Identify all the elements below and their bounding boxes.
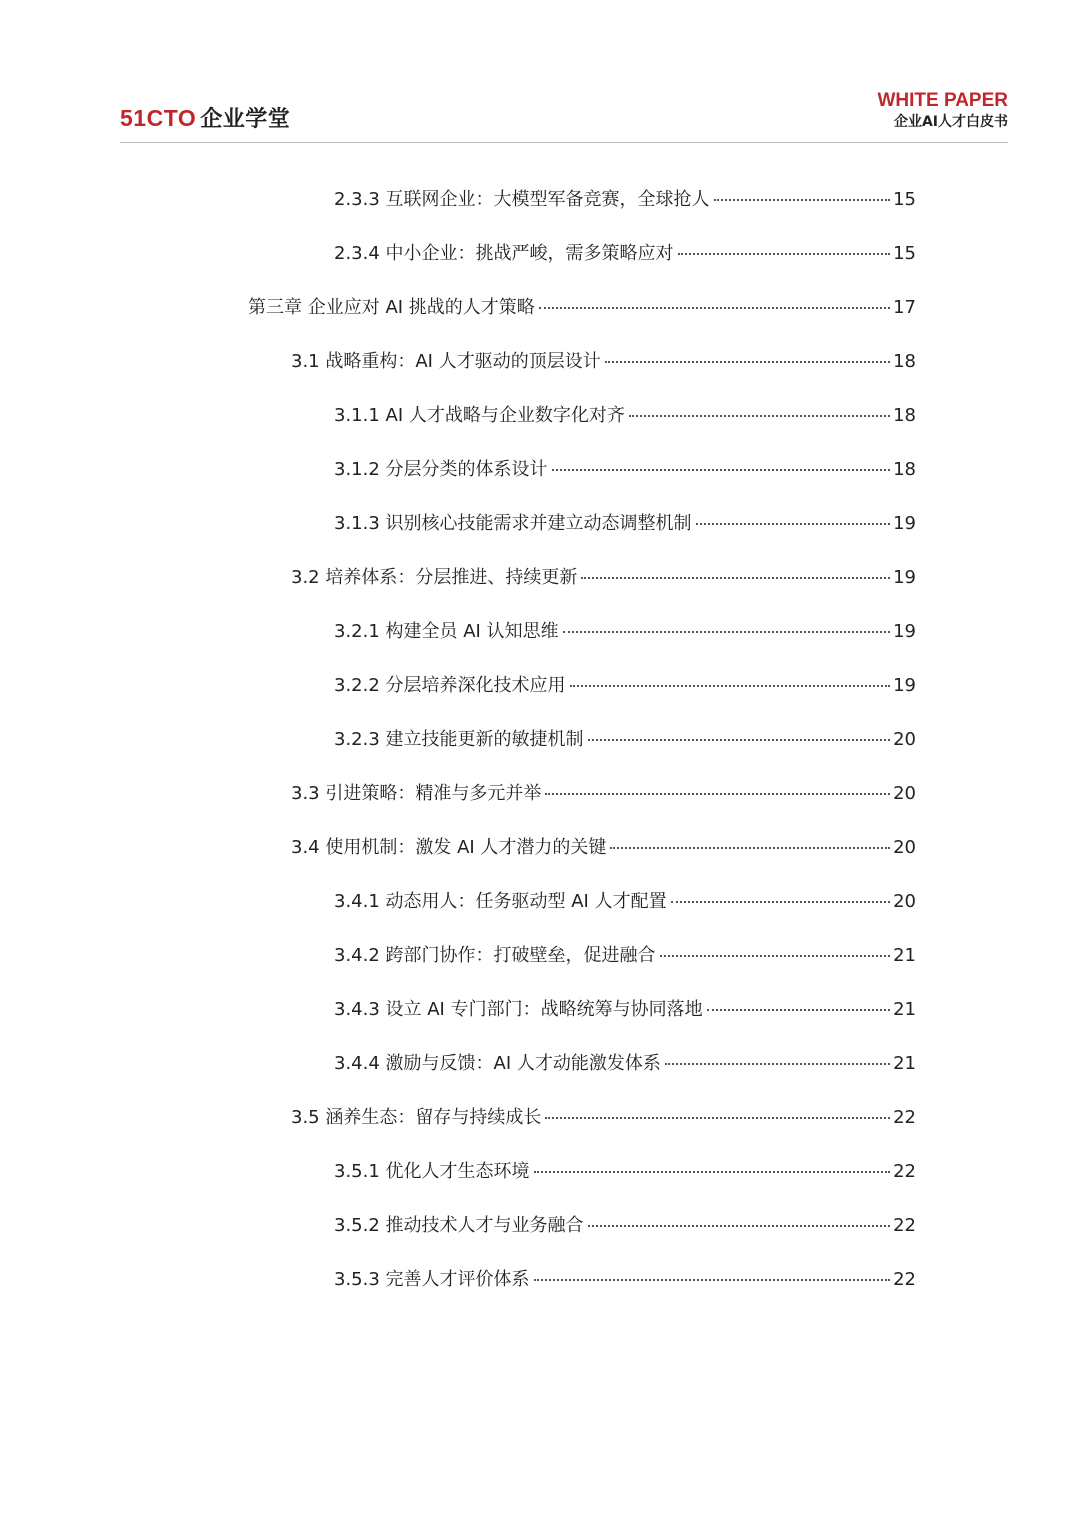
toc-entry-title: 3.4 使用机制：激发 AI 人才潜力的关键 [291, 837, 607, 858]
toc-entry-title: 3.1.1 AI 人才战略与企业数字化对齐 [334, 405, 625, 426]
toc-entry[interactable] [291, 833, 916, 863]
toc-leader-dots [678, 253, 891, 255]
toc-entry[interactable] [334, 941, 916, 971]
toc-entry-title: 3.2.2 分层培养深化技术应用 [334, 675, 566, 696]
toc-entry[interactable] [248, 293, 916, 323]
toc-leader-dots [696, 523, 891, 525]
toc-leader-dots [605, 361, 890, 363]
toc-entry-page: 19 [893, 567, 916, 588]
toc-entry-title: 2.3.3 互联网企业：大模型军备竞赛，全球抢人 [334, 189, 710, 210]
toc-entry-page: 21 [893, 945, 916, 966]
toc-leader-dots [570, 685, 891, 687]
toc-entry-title: 3.2 培养体系：分层推进、持续更新 [291, 567, 578, 588]
toc-leader-dots [552, 469, 891, 471]
toc-entry-title: 3.2.3 建立技能更新的敏捷机制 [334, 729, 584, 750]
toc-entry[interactable] [291, 563, 916, 593]
toc-entry-page: 22 [893, 1161, 916, 1182]
toc-entry-title: 3.1.3 识别核心技能需求并建立动态调整机制 [334, 513, 692, 534]
toc-entry-title: 3.4.1 动态用人：任务驱动型 AI 人才配置 [334, 891, 667, 912]
toc-entry-title: 3.2.1 构建全员 AI 认知思维 [334, 621, 559, 642]
toc-entry[interactable] [334, 1265, 916, 1295]
toc-entry-page: 19 [893, 513, 916, 534]
toc-entry[interactable] [334, 401, 916, 431]
toc-entry[interactable] [334, 239, 916, 269]
toc-leader-dots [545, 793, 890, 795]
toc-entry-page: 20 [893, 729, 916, 750]
toc-entry[interactable] [334, 509, 916, 539]
toc-leader-dots [629, 415, 890, 417]
toc-entry-title: 3.1.2 分层分类的体系设计 [334, 459, 548, 480]
toc-entry[interactable] [334, 617, 916, 647]
toc-entry[interactable] [334, 1157, 916, 1187]
toc-entry-page: 18 [893, 459, 916, 480]
toc-entry-title: 3.4.2 跨部门协作：打破壁垒，促进融合 [334, 945, 656, 966]
toc-entry[interactable] [334, 887, 916, 917]
toc-entry-page: 17 [893, 297, 916, 318]
toc-entry-title: 3.5.1 优化人才生态环境 [334, 1161, 530, 1182]
toc-entry-title: 3.4.3 设立 AI 专门部门：战略统筹与协同落地 [334, 999, 703, 1020]
toc-leader-dots [588, 1225, 891, 1227]
toc-leader-dots [660, 955, 891, 957]
toc-entry-page: 20 [893, 783, 916, 804]
toc-entry[interactable] [334, 671, 916, 701]
toc-leader-dots [665, 1063, 890, 1065]
toc-entry[interactable] [334, 995, 916, 1025]
toc-entry[interactable] [334, 1049, 916, 1079]
toc-entry-page: 22 [893, 1269, 916, 1290]
toc-leader-dots [588, 739, 891, 741]
logo-brand: 51CTO [120, 105, 197, 131]
page-header [120, 90, 1008, 143]
toc-entry[interactable] [334, 185, 916, 215]
toc-entry-page: 21 [893, 1053, 916, 1074]
toc-leader-dots [539, 307, 890, 309]
toc-entry-title: 2.3.4 中小企业：挑战严峻，需多策略应对 [334, 243, 674, 264]
toc-entry-page: 20 [893, 891, 916, 912]
white-paper-title: WHITE PAPER [877, 90, 1008, 111]
toc-entry[interactable] [291, 779, 916, 809]
toc-entry-page: 22 [893, 1215, 916, 1236]
toc-entry-title: 3.5.3 完善人才评价体系 [334, 1269, 530, 1290]
toc-entry[interactable] [291, 1103, 916, 1133]
toc-entry[interactable] [334, 1211, 916, 1241]
toc-leader-dots [534, 1279, 891, 1281]
toc-entry-page: 19 [893, 621, 916, 642]
toc-entry-page: 18 [893, 405, 916, 426]
toc-leader-dots [545, 1117, 890, 1119]
toc-entry-page: 20 [893, 837, 916, 858]
toc-entry[interactable] [291, 347, 916, 377]
toc-entry-title: 3.5 涵养生态：留存与持续成长 [291, 1107, 542, 1128]
toc-leader-dots [534, 1171, 891, 1173]
toc-entry[interactable] [334, 725, 916, 755]
toc-leader-dots [714, 199, 891, 201]
white-paper-label [877, 90, 1008, 132]
toc-entry-page: 22 [893, 1107, 916, 1128]
toc-entry-title: 第三章 企业应对 AI 挑战的人才策略 [248, 297, 535, 318]
toc-entry-page: 15 [893, 243, 916, 264]
toc-entry-title: 3.3 引进策略：精准与多元并举 [291, 783, 542, 804]
logo [120, 102, 290, 133]
toc-leader-dots [671, 901, 891, 903]
toc-entry-page: 15 [893, 189, 916, 210]
toc-entry[interactable] [334, 455, 916, 485]
toc-entry-page: 19 [893, 675, 916, 696]
toc-entry-title: 3.4.4 激励与反馈：AI 人才动能激发体系 [334, 1053, 661, 1074]
toc-entry-title: 3.5.2 推动技术人才与业务融合 [334, 1215, 584, 1236]
toc-leader-dots [610, 847, 890, 849]
white-paper-subtitle: 企业AI人才白皮书 [893, 114, 1008, 130]
logo-text: 企业学堂 [200, 107, 291, 132]
toc-leader-dots [563, 631, 891, 633]
toc-entry-page: 18 [893, 351, 916, 372]
toc-leader-dots [581, 577, 890, 579]
toc-entry-title: 3.1 战略重构：AI 人才驱动的顶层设计 [291, 351, 601, 372]
toc-leader-dots [707, 1009, 891, 1011]
toc-entry-page: 21 [893, 999, 916, 1020]
